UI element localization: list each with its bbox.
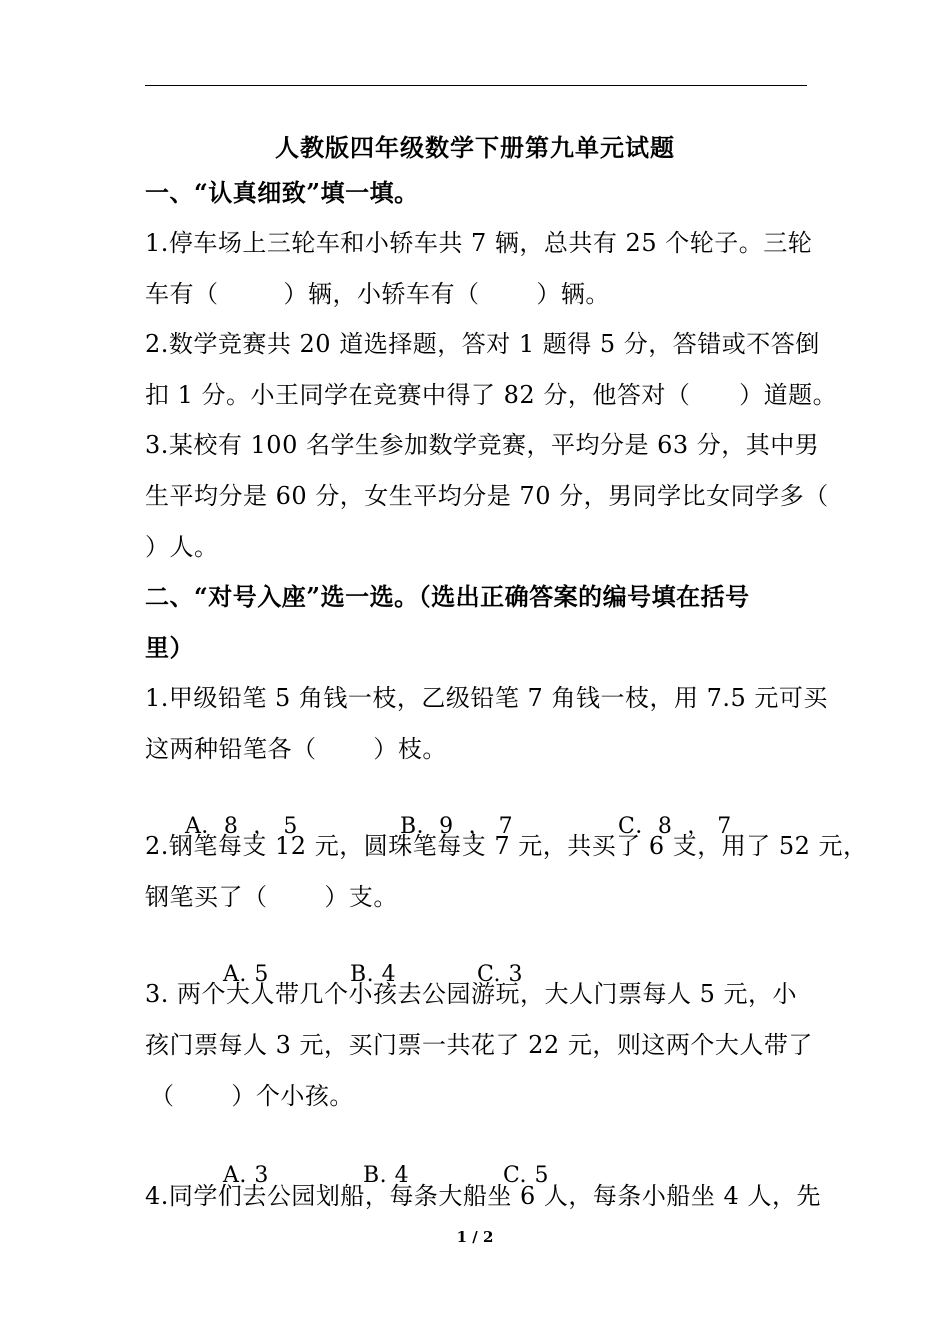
header-rule (145, 85, 807, 86)
page-indicator: 1 / 2 (456, 1228, 494, 1246)
s1-q2-line2: 扣 1 分。小王同学在竞赛中得了 82 分，他答对（ ）道题。 (145, 381, 838, 409)
s2-q3-option-c: C. 5 (503, 1163, 550, 1188)
section-2-heading-line1: 二、“对号入座”选一选。（选出正确答案的编号填在括号 (145, 582, 750, 611)
s1-q3-line3: ）人。 (145, 533, 219, 561)
s2-q2-option-c: C. 3 (477, 962, 524, 987)
s2-q2-line1: 2.钢笔每支 12 元，圆珠笔每支 7 元，共买了 6 支，用了 52 元， (145, 832, 868, 860)
s2-q1-option-a: A．8 ， 5 (185, 814, 298, 839)
page-title: 人教版四年级数学下册第九单元试题 (275, 133, 675, 162)
s2-q1-option-c: C．8 ， 7 (618, 814, 732, 839)
s2-q1-line2: 这两种铅笔各（ ）枝。 (145, 735, 447, 763)
s1-q2-line1: 2.数学竞赛共 20 道选择题，答对 1 题得 5 分，答错或不答倒 (145, 330, 820, 358)
s1-q1-line2: 车有（ ）辆，小轿车有（ ）辆。 (145, 280, 610, 308)
s2-q2-option-b: B. 4 (350, 962, 397, 987)
s2-q1-option-b: B．9 ， 7 (400, 814, 514, 839)
s2-q4-line1: 4.同学们去公园划船，每条大船坐 6 人，每条小船坐 4 人，先 (145, 1182, 821, 1210)
s2-q3-line2: 孩门票每人 3 元，买门票一共花了 22 元，则这两个大人带了 (145, 1031, 813, 1059)
s2-q3-option-b: B. 4 (363, 1163, 410, 1188)
section-2-heading-line2: 里） (145, 633, 194, 662)
s2-q2-option-a: A. 5 (223, 962, 269, 987)
s1-q1-line1: 1.停车场上三轮车和小轿车共 7 辆，总共有 25 个轮子。三轮 (145, 229, 813, 257)
s2-q1-line1: 1.甲级铅笔 5 角钱一枝，乙级铅笔 7 角钱一枝，用 7.5 元可买 (145, 684, 828, 712)
s2-q3-line1: 3. 两个大人带几个小孩去公园游玩，大人门票每人 5 元，小 (145, 980, 798, 1008)
s1-q3-line1: 3.某校有 100 名学生参加数学竞赛，平均分是 63 分，其中男 (145, 431, 820, 459)
s2-q3-line3: （ ）个小孩。 (150, 1082, 354, 1110)
section-1-heading: 一、“认真细致”填一填。 (145, 178, 419, 207)
s1-q3-line2: 生平均分是 60 分，女生平均分是 70 分，男同学比女同学多（ (145, 482, 829, 510)
s2-q3-option-a: A. 3 (223, 1163, 269, 1188)
s2-q2-line2: 钢笔买了（ ）支。 (145, 883, 398, 911)
